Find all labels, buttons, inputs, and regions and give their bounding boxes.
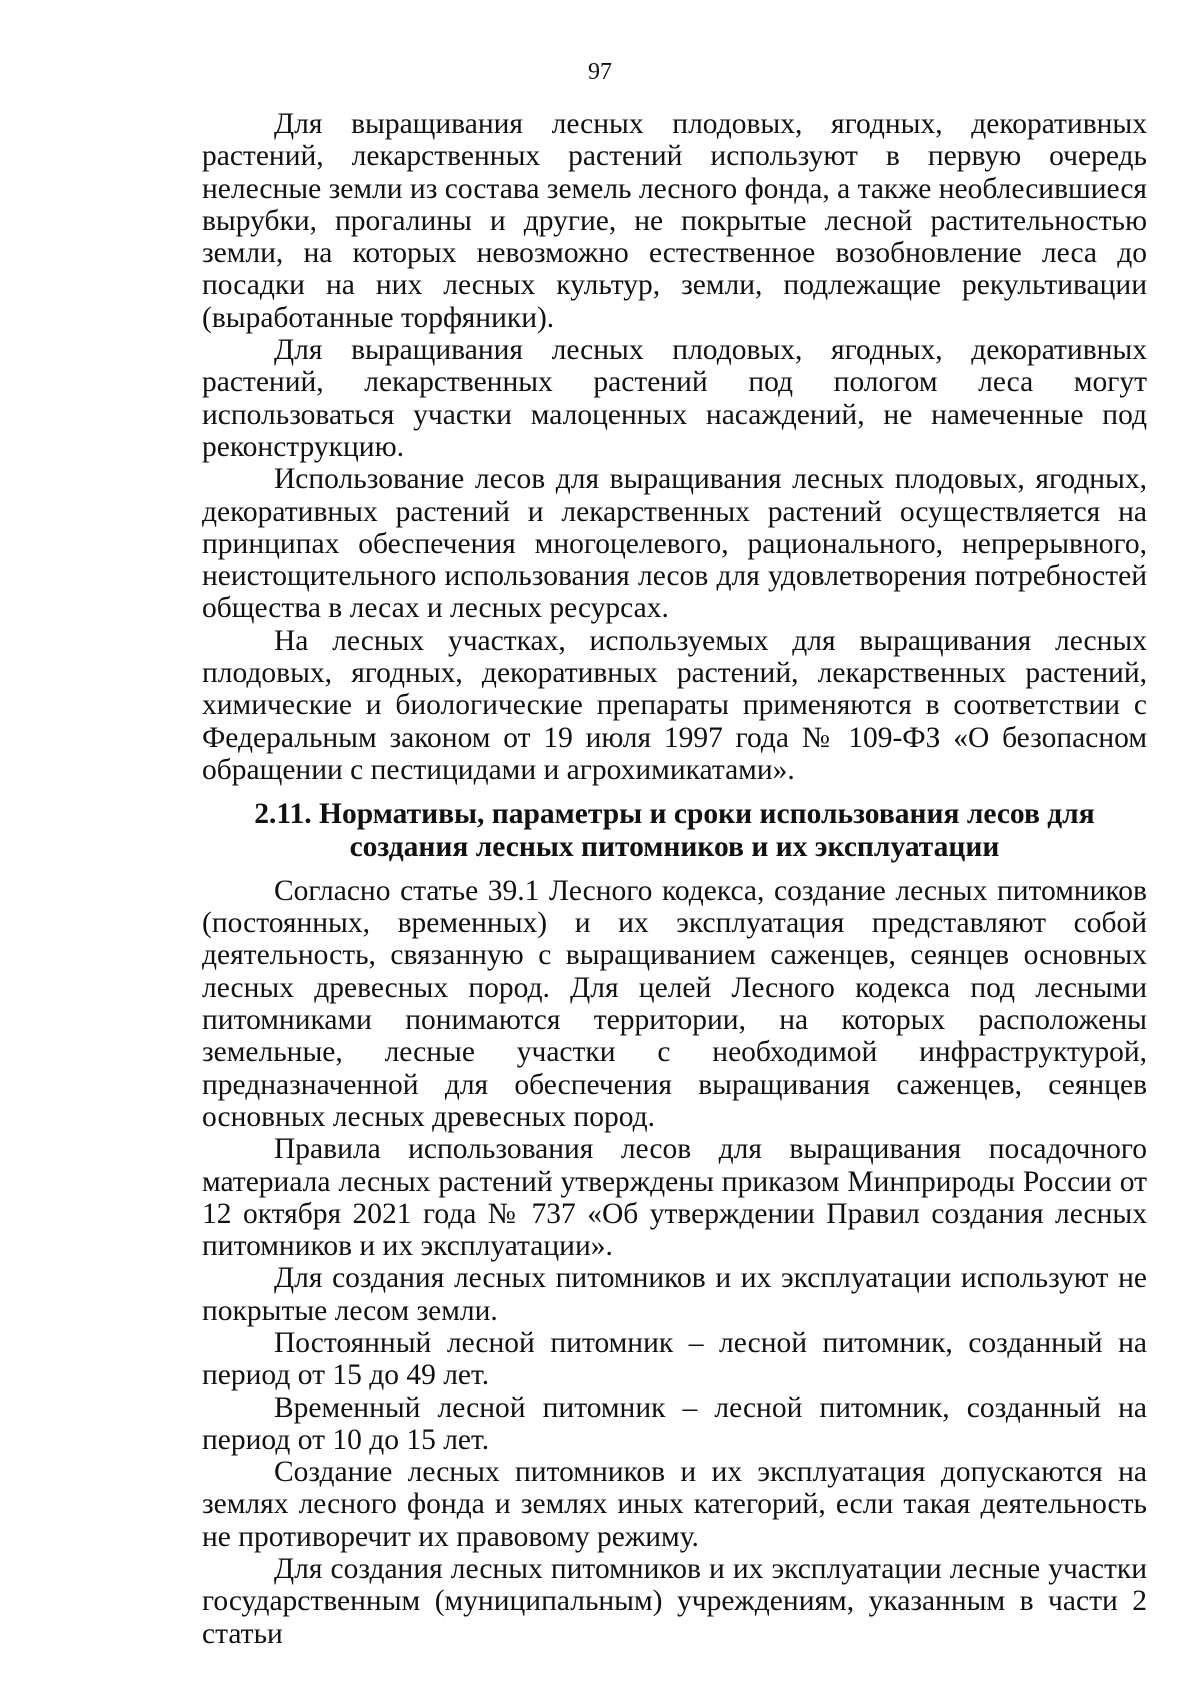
page-number: 97 bbox=[588, 59, 612, 85]
paragraph: Для выращивания лесных плодовых, ягодных, декоративных растений, лекарственных растений под пологом леса могут использоваться участки малоценных насаждений, не намеченные под реконструкцию. bbox=[202, 334, 1147, 463]
paragraph: Согласно статье 39.1 Лесного кодекса, создание лесных питомников (постоянных, временных) и их эксплуатация представляют собой деятельность, связанную с выращиванием саженцев, сеянцев основных лесных древесных пород. Для целей Лесного кодекса под лесными питомниками понимаются территории, на которых расположены земельные, лесные участки с необходимой инфраструктурой, предназначенной для обеспечения выращивания саженцев, сеянцев основных лесных древесных пород. bbox=[202, 874, 1147, 1133]
section-heading: 2.11. Нормативы, параметры и сроки использования лесов для создания лесных питомников и их эксплуатации bbox=[254, 798, 1095, 863]
paragraph: На лесных участках, используемых для выращивания лесных плодовых, ягодных, декоративных растений, лекарственных растений, химические и биологические препараты применяются в соответствии с Федеральным законом от 19 июля 1997 года № 109-ФЗ «О безопасном обращении с пестицидами и агрохимикатами». bbox=[202, 624, 1147, 786]
paragraph: Временный лесной питомник – лесной питомник, созданный на период от 10 до 15 лет. bbox=[202, 1391, 1147, 1456]
paragraph: Для создания лесных питомников и их эксплуатации лесные участки государственным (муниципальным) учреждениям, указанным в части 2 статьи bbox=[202, 1553, 1147, 1650]
paragraph: Для выращивания лесных плодовых, ягодных, декоративных растений, лекарственных растений используют в первую очередь нелесные земли из состава земель лесного фонда, а также необлесившиеся вырубки, прогалины и другие, не покрытые лесной растительностью земли, на которых невозможно естественное возобновление леса до посадки на них лесных культур, земли, подлежащие рекультивации (выработанные торфяники). bbox=[202, 108, 1147, 334]
paragraph: Постоянный лесной питомник – лесной питомник, созданный на период от 15 до 49 лет. bbox=[202, 1326, 1147, 1392]
document-body bbox=[202, 108, 1147, 1650]
paragraph: Использование лесов для выращивания лесных плодовых, ягодных, декоративных растений и лекарственных растений осуществляется на принципах обеспечения многоцелевого, рационального, непрерывного, неистощительного использования лесов для удовлетворения потребностей общества в лесах и лесных ресурсах. bbox=[202, 463, 1147, 625]
paragraph: Правила использования лесов для выращивания посадочного материала лесных растений утверждены приказом Минприроды России от 12 октября 2021 года № 737 «Об утверждении Правил создания лесных питомников и их эксплуатации». bbox=[202, 1133, 1147, 1263]
paragraph: Создание лесных питомников и их эксплуатация допускаются на землях лесного фонда и землях иных категорий, если такая деятельность не противоречит их правовому режиму. bbox=[202, 1456, 1147, 1553]
paragraph: Для создания лесных питомников и их эксплуатации используют не покрытые лесом земли. bbox=[202, 1262, 1147, 1327]
